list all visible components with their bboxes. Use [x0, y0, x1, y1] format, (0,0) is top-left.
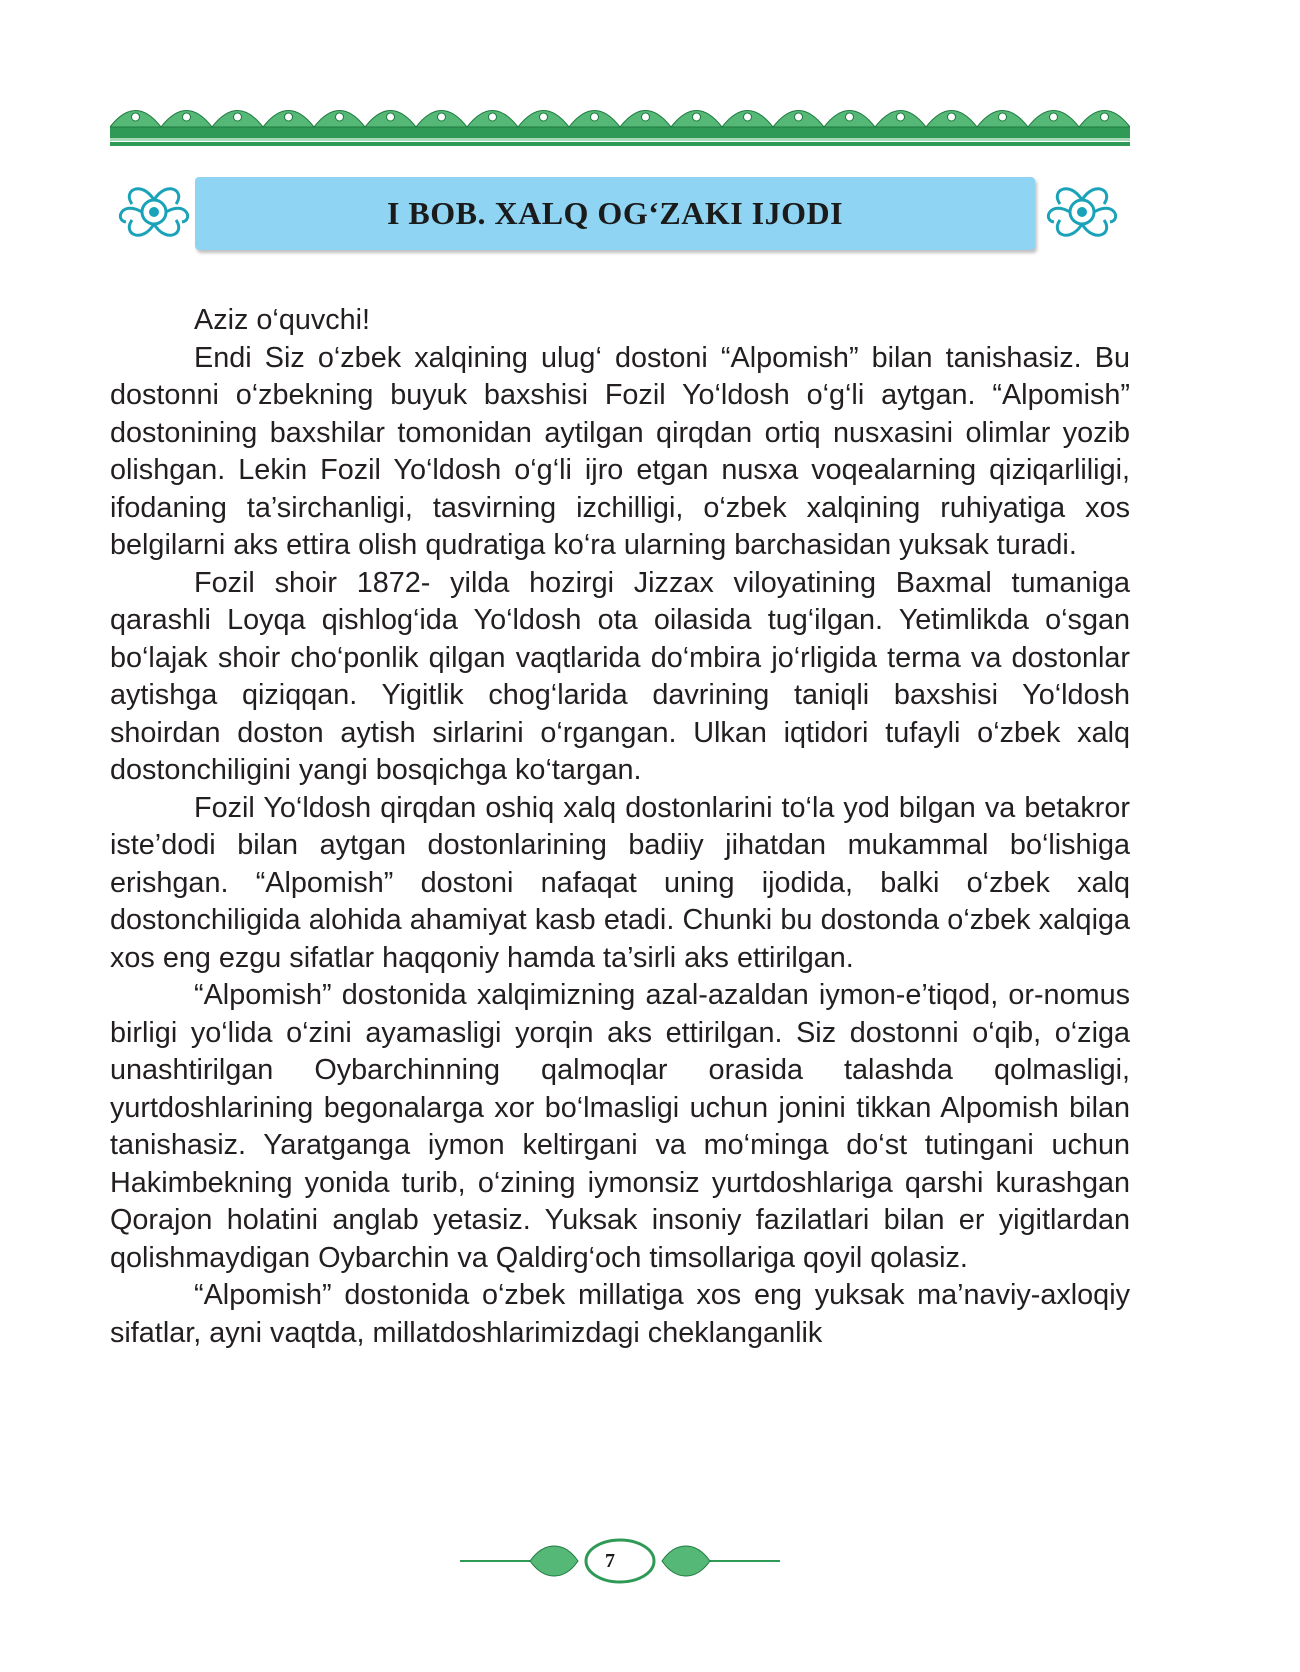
ornament-right-icon: [1040, 170, 1124, 254]
paragraph: Endi Siz o‘zbek xalqining ulug‘ dostoni “Alpomish” bilan tanishasiz. Bu dostonni o‘zbekning buyuk baxshisi Fozil Yo‘ldosh o‘g‘li aytgan. “Alpomish” dostonining baxshilar tomonidan aytilgan qirqdan ortiq nusxasini olimlar yozib olishgan. Lekin Fozil Yo‘ldosh o‘g‘li ijro etgan nusxa voqealarning qiziqarliligi, ifodaning ta’sirchanligi, tasvirning izchilligi, o‘zbek xalqining ruhiyatiga xos belgilarni aks ettira olish qudratiga ko‘ra ularning barchasidan yuksak turadi.: [110, 341, 1130, 561]
paragraph: “Alpomish” dostonida xalqimizning azal-azaldan iymon-e’tiqod, or-nomus birligi yo‘lida o‘zini ayamasligi yorqin aks ettirilgan. Siz dostonni o‘qib, o‘ziga unashtirilgan Oybarchinning qalmoqlar orasida talashda qolmasligi, yurtdoshlarining begonalarga xor bo‘lmasligi uchun jonini tikkan Alpomish bilan tanishasiz. Yaratganga iymon keltirgani va mo‘minga do‘st tutingani uchun Hakimbekning yonida turib, o‘zining iymonsiz yurtdoshlariga qarshi kurashgan Qorajon holatini anglab yetasiz. Yuksak insoniy fazilatlari bilan er yigitlardan qolishmaydigan Oybarchin va Qaldirg‘och timsollariga qoyil qolasiz.: [110, 979, 1130, 1274]
body-text: [110, 302, 1130, 1352]
chapter-title: I BOB. XALQ OG‘ZAKI IJODI: [386, 195, 844, 231]
paragraph: Fozil Yo‘ldosh qirqdan oshiq xalq dostonlarini to‘la yod bilgan va betakror iste’dodi bilan aytgan dostonlarining badiiy jihatdan mukammal bo‘lishiga erishgan. “Alpomish” dostoni nafaqat uning ijodida, balki o‘zbek xalq dostonchiligida alohida ahamiyat kasb etadi. Chunki bu dostonda o‘zbek xalqiga xos eng ezgu sifatlar haqqoniy hamda ta’sirli aks ettirilgan.: [110, 791, 1130, 974]
paragraph: Fozil shoir 1872- yilda hozirgi Jizzax viloyatining Baxmal tumaniga qarashli Loyqa qishlog‘ida Yo‘ldosh ota oilasida tug‘ilgan. Yetimlikda o‘sgan bo‘lajak shoir cho‘ponlik qilgan vaqtlarida do‘mbira jo‘rligida terma va dostonlar aytishga qiziqqan. Yigitlik chog‘larida davrining taniqli baxshisi Yo‘ldosh shoirdan doston aytish sirlarini o‘rgangan. Ulkan iqtidori tufayli o‘zbek xalq dostonchiligini yangi bosqichga ko‘targan.: [110, 566, 1130, 786]
page-number: 7: [605, 1550, 615, 1572]
ornament-left-icon: [112, 170, 196, 254]
decorative-border: [110, 100, 1130, 148]
paragraph: Aziz o‘quvchi!: [194, 304, 371, 336]
paragraph: “Alpomish” dostonida o‘zbek millatiga xos eng yuksak ma’naviy-axloqiy sifatlar, ayni vaqtda, millatdoshlarimizdagi cheklanganlik: [110, 1279, 1130, 1349]
